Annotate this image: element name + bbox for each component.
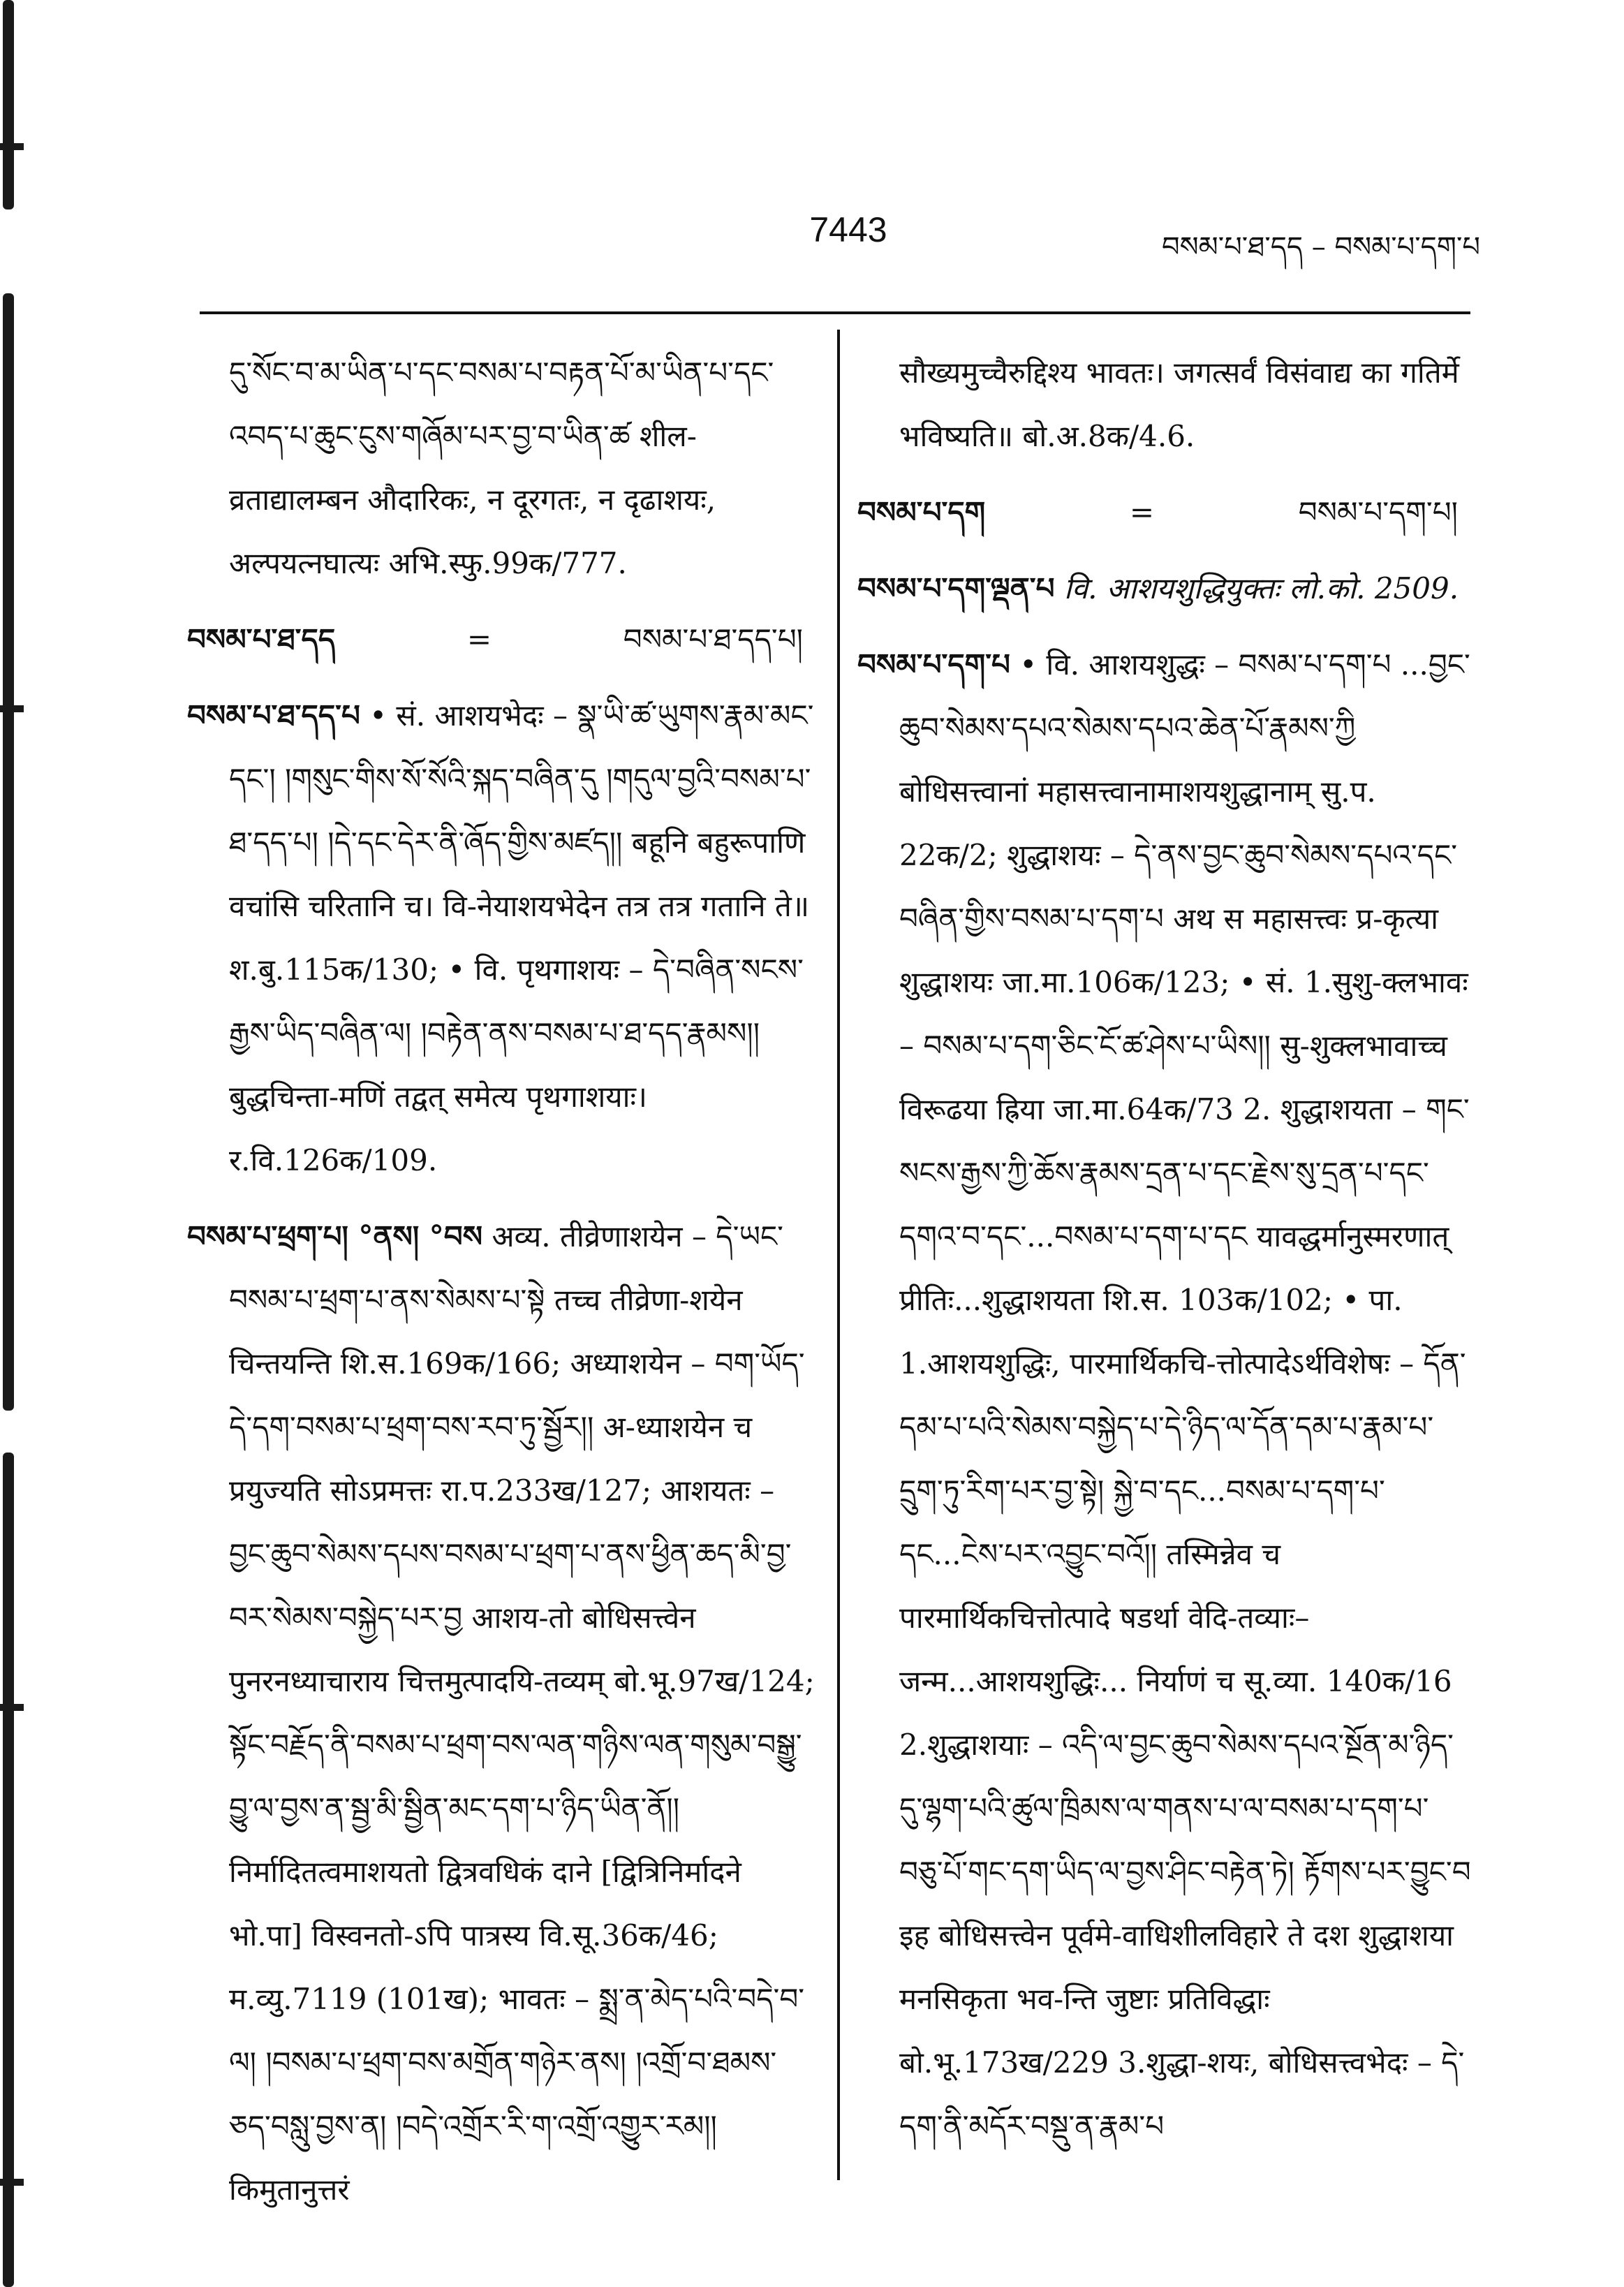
dictionary-entry [187, 684, 817, 1192]
dictionary-entry [187, 1205, 817, 2221]
entry-text: དུ་སོང་བ་མ་ཡིན་པ་དང་བསམ་པ་བརྟན་པོ་མ་ཡིན་པ་དང་འབད་པ་ཆུང་ངུས་གཞོམ་པར་བྱ་བ་ཡིན་ཚ शील-व्रताद्यालम्बन औदारिकः, न दूरगतः, न दृढाशयः, अल्पयत्नघात्यः अभि.स्फु.99क/777. [229, 355, 774, 580]
headword: བསམ་པ་ཐ་དད་པ [187, 698, 360, 733]
entry-text: • सं. आशयभेदः – སྣ་ཡི་ཚ་ཡུགས་རྣམ་མང་དང་། །གསུང་གིས་སོ་སོའི་སྐད་བཞིན་དུ །གདུལ་བྱའི་བསམ་པ་ཐ་དད་པ། །དེ་དང་དེར་ནི་ཞོད་གྱིས་མཛད།། बहूनि बहुरूपाणि वचांसि चरितानि च। वि-नेयाशयभेदेन तत्र तत्र गतानि ते॥ श.बु.115क/130; • वि. पृथगाशयः – དེ་བཞིན་སངས་རྒྱས་ཡིད་བཞིན་ལ། །བརྟེན་ནས་བསམ་པ་ཐ་དད་རྣམས།། बुद्धचिन्ता-मणिं तद्वत् समेत्य पृथगाशयाः। र.वि.126क/109. [229, 698, 814, 1177]
right-column [857, 341, 1472, 2170]
entry-text: • वि. आशयशुद्धः – བསམ་པ་དག་པ ...བྱང་ཆུབ་སེམས་དཔའ་སེམས་དཔའ་ཆེན་པོ་རྣམས་ཀྱི बोधिसत्त्वानां महासत्त्वानामाशयशुद्धानाम् सु.प. 22क/2; शुद्धाशयः – དེ་ནས་བྱང་ཆུབ་སེམས་དཔའ་དང་བཞིན་གྱིས་བསམ་པ་དག་པ अथ स महासत्त्वः प्र-कृत्या शुद्धाशयः जा.मा.106क/123; • सं. 1.सुशु-क्लभावः – བསམ་པ་དག་ཅིང་ངོ་ཚ་ཤེས་པ་ཡིས།། सु-शुक्लभावाच्च विरूढया ह्रिया जा.मा.64क/73 2. शुद्धाशयता – གང་སངས་རྒྱས་ཀྱི་ཆོས་རྣམས་དྲན་པ་དང་རྗེས་སུ་དྲན་པ་དང་དགའ་བ་དང་...བསམ་པ་དག་པ་དང यावद्धर्मानुस्मरणात् प्रीतिः...शुद्धाशयता शि.स. 103क/102; • पा. 1.आशयशुद्धिः, पारमार्थिकचि-त्तोत्पादेऽर्थविशेषः – དོན་དམ་པ་པའི་སེམས་བསྐྱེད་པ་དེ་ཉིད་ལ་དོན་དམ་པ་རྣམ་པ་དྲུག་ཏུ་རིག་པར་བྱ་སྟེ། སྐྱེ་བ་དང...བསམ་པ་དག་པ་དང...ངེས་པར་འབྱུང་བའོ།། तस्मिन्नेव च पारमार्थिकचित्तोत्पादे षडर्था वेदि-तव्याः–जन्म...आशयशुद्धिः... निर्याणं च सू.व्या. 140क/16 2.शुद्धाशयाः – འདི་ལ་བྱང་ཆུབ་སེམས་དཔའ་སྔོན་མ་ཉིད་དུ་ལྷག་པའི་ཚུལ་ཁྲིམས་ལ་གནས་པ་ལ་བསམ་པ་དག་པ་བཅུ་པོ་གང་དག་ཡིད་ལ་བྱས་ཤིང་བརྟེན་ཏེ། རྟོགས་པར་བྱུང་བ इह बोधिसत्त्वेन पूर्वमे-वाधिशीलविहारे ते दश शुद्धाशया मनसिकृता भव-न्ति जुष्टाः प्रतिविद्धाः बो.भू.173ख/229 3.शुद्धा-शयः, बोधिसत्त्वभेदः – དེ་དག་ནི་མདོར་བསྡུ་ན་རྣམ་པ [899, 647, 1471, 2143]
headword: བསམ་པ་ཕྲག་པ། °ནས། °བས [187, 1219, 483, 1253]
reference-target: བསམ་པ་དག་པ། [1298, 495, 1458, 529]
headword: བསམ་པ་ཐ་དད [187, 622, 336, 656]
cross-reference-entry [857, 480, 1472, 544]
equals-sign: = [466, 622, 492, 656]
headword: བསམ་པ་དག་ལྡན་པ [857, 571, 1055, 605]
scan-binding-edge [3, 293, 14, 1411]
dictionary-entry [857, 633, 1472, 2158]
headword: བསམ་པ་དག [857, 495, 986, 529]
entry-continuation [857, 341, 1472, 468]
column-divider [837, 330, 840, 2180]
scan-binding-edge [3, 1453, 14, 2287]
entry-text: सौख्यमुच्चैरुद्दिश्य भावतः। जगत्सर्वं विसंवाद्य का गतिर्मे भविष्यति॥ बो.अ.8क/4.6. [899, 355, 1459, 453]
scan-edge-tick [0, 1704, 24, 1711]
scan-edge-tick [0, 143, 24, 150]
scan-edge-tick [0, 2179, 24, 2186]
reference-target: བསམ་པ་ཐ་དད་པ། [623, 622, 803, 656]
dictionary-entry [857, 557, 1472, 620]
equals-sign: = [1129, 495, 1155, 529]
scan-binding-edge [3, 0, 14, 209]
headword: བསམ་པ་དག་པ [857, 647, 1010, 682]
cross-reference-entry [187, 608, 817, 671]
entry-continuation [187, 341, 817, 595]
page-number: 7443 [809, 210, 887, 249]
scan-edge-tick [0, 705, 24, 712]
entry-text: अव्य. तीव्रेणाशयेन – དེ་ཡང་བསམ་པ་ཕྲག་པ་ནས་སེམས་པ་སྟེ तच्च तीव्रेणा-शयेन चिन्तयन्ति शि.स.169क/166; अध्याशयेन – བག་ཡོད་དེ་དག་བསམ་པ་ཕྲག་བས་རབ་ཏུ་སྦྱོར།། अ-ध्याशयेन च प्रयुज्यति सोऽप्रमत्तः रा.प.233ख/127; आशयतः – བྱང་ཆུབ་སེམས་དཔས་བསམ་པ་ཕྲག་པ་ནས་ཕྱིན་ཆད་མི་བྱ་བར་སེམས་བསྐྱེད་པར་བྱ आशय-तो बोधिसत्त्वेन पुनरनध्याचाराय चित्तमुत्पादयि-तव्यम् बो.भू.97ख/124; སྟོང་བརྗོད་ནི་བསམ་པ་ཕྲག་བས་ལན་གཉིས་ལན་གསུམ་བསྒྱུ་བྱུ་ལ་བྱས་ན་སྦྱ་མི་སྦྱིན་མང་དག་པ་ཉིད་ཡིན་ནོ།། निर्मादितत्वमाशयतो द्वित्रवधिकं दाने [द्वित्रिनिर्मादने भो.पा] विस्वनतो-ऽपि पात्रस्य वि.सू.36क/46; म.व्यु.7119 (101ख); भावतः – སྨྲ་ན་མེད་པའི་བདེ་བ་ལ། །བསམ་པ་ཕྲག་བས་མགྲོན་གཉེར་ནས། །འགྲོ་བ་ཐམས་ཅད་བསླུ་བྱས་ན། །བདེ་འགྲོར་རི་ག་འགྲོ་འགྱུར་རམ།། किमुतानुत्तरं [229, 1219, 815, 2207]
left-column [187, 341, 817, 2234]
header-rule [200, 311, 1470, 314]
running-head: བསམ་པ་ཐ་དད – བསམ་པ་དག་པ [1162, 231, 1480, 263]
entry-text: वि. आशयशुद्धियुक्तः लो.को. 2509. [1063, 571, 1459, 605]
